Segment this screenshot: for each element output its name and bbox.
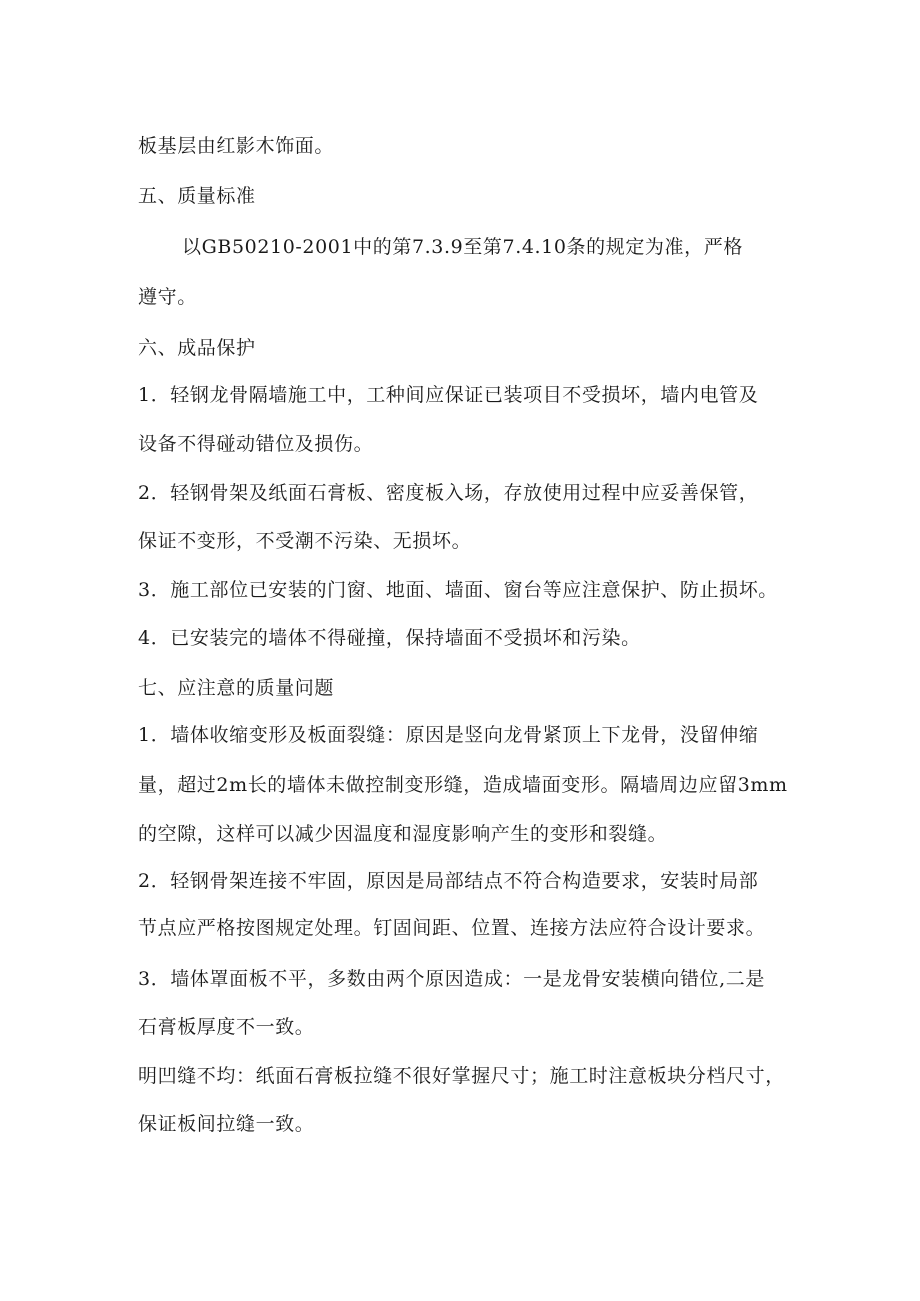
text-line: 明凹缝不均：纸面石膏板拉缝不很好掌握尺寸；施工时注意板块分档尺寸，: [138, 1065, 785, 1087]
list-item: 2．轻钢骨架连接不牢固，原因是局部结点不符合构造要求，安装时局部: [138, 870, 759, 892]
section-heading-product-protection: 六、成品保护: [138, 337, 256, 359]
section-heading-quality-standard: 五、质量标准: [138, 185, 256, 207]
text-line: 板基层由红影木饰面。: [138, 135, 335, 157]
list-item: 3．墙体罩面板不平，多数由两个原因造成：一是龙骨安装横向错位,二是: [138, 968, 765, 990]
text-line: 遵守。: [138, 286, 197, 308]
text-line: 的空隙，这样可以减少因温度和湿度影响产生的变形和裂缝。: [138, 823, 668, 845]
text-line: 以GB50210-2001中的第7.3.9至第7.4.10条的规定为准，严格: [182, 236, 743, 258]
text-line: 保证不变形，不受潮不污染、无损坏。: [138, 530, 472, 552]
list-item: 1．墙体收缩变形及板面裂缝：原因是竖向龙骨紧顶上下龙骨，没留伸缩: [138, 724, 759, 746]
list-item: 4．已安装完的墙体不得碰撞，保持墙面不受损坏和污染。: [138, 627, 641, 649]
text-line: 量，超过2m长的墙体未做控制变形缝，造成墙面变形。隔墙周边应留3mm: [138, 774, 788, 796]
list-item: 3．施工部位已安装的门窗、地面、墙面、窗台等应注意保护、防止损坏。: [138, 579, 778, 601]
list-item: 2．轻钢骨架及纸面石膏板、密度板入场，存放使用过程中应妥善保管，: [138, 482, 759, 504]
list-item: 1．轻钢龙骨隔墙施工中，工种间应保证已装项目不受损坏，墙内电管及: [138, 384, 759, 406]
section-heading-quality-issues: 七、应注意的质量问题: [138, 677, 335, 699]
text-line: 设备不得碰动错位及损伤。: [138, 433, 374, 455]
text-line: 保证板间拉缝一致。: [138, 1113, 315, 1135]
text-line: 节点应严格按图规定处理。钉固间距、位置、连接方法应符合设计要求。: [138, 917, 766, 939]
text-line: 石膏板厚度不一致。: [138, 1016, 315, 1038]
